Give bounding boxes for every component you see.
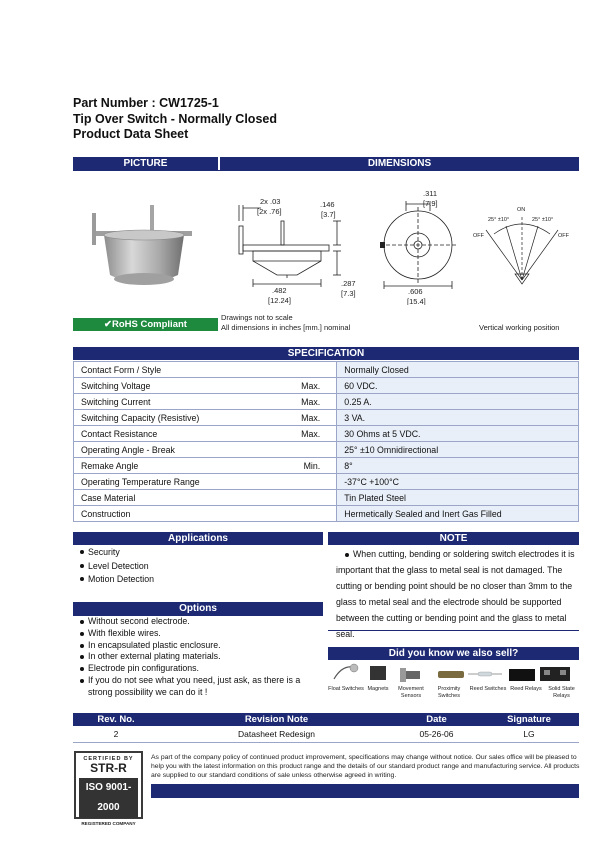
spec-value: 60 VDC. — [337, 378, 579, 394]
drawing-units-note: All dimensions in inches [mm.] nominal — [221, 323, 351, 332]
spec-value: 25° ±10 Omnidirectional — [337, 442, 579, 458]
note-text — [336, 546, 581, 642]
product-label: Proximity Switches — [437, 686, 461, 699]
rev-note-header: Revision Note — [159, 713, 394, 726]
list-item: With flexible wires. — [80, 628, 300, 640]
product-label: Float Switches — [328, 686, 364, 692]
rev-note: Datasheet Redesign — [159, 726, 394, 743]
angle-left: 25° ±10° — [488, 217, 510, 223]
product-label: Reed Relays — [510, 686, 542, 692]
spec-label: Construction — [74, 506, 275, 522]
table-row — [74, 410, 579, 426]
dim-height: .287 — [341, 279, 356, 288]
revision-table — [73, 713, 579, 743]
list-item: In encapsulated plastic enclosure. — [80, 640, 300, 652]
product-name: Tip Over Switch - Normally Closed — [73, 111, 277, 126]
page-title — [73, 96, 277, 143]
vertical-position-caption: Vertical working position — [479, 323, 560, 332]
picture-header: PICTURE — [73, 157, 218, 170]
spec-qualifier: Max. — [275, 394, 337, 410]
cert-line4: REGISTERED COMPANY — [81, 821, 136, 826]
certification-logo — [74, 751, 143, 826]
footer-bar — [151, 784, 579, 798]
table-row — [74, 490, 579, 506]
dimensions-header: DIMENSIONS — [220, 157, 579, 170]
drawing-scale-note: Drawings not to scale — [221, 313, 293, 322]
footer-disclaimer: As part of the company policy of continued product improvement, specifications may change without notice. Our sales office will be pleased to help you with the latest information on this product range and the details of our standard product range and manufacturing service. All products are supplied to our standard conditions of sale unless otherwise agreed in writing. — [151, 754, 580, 779]
rohs-badge: ✔RoHS Compliant — [73, 318, 218, 331]
spec-label: Case Material — [74, 490, 275, 506]
spec-value: 8° — [337, 458, 579, 474]
spec-label: Contact Form / Style — [74, 362, 275, 378]
bullet — [345, 553, 349, 557]
options-list — [80, 616, 300, 699]
list-item: If you do not see what you need, just ask, as there is a — [80, 675, 300, 687]
list-item: Without second electrode. — [80, 616, 300, 628]
list-item: Security — [80, 546, 154, 560]
rev-signature: LG — [479, 726, 579, 743]
rev-no-header: Rev. No. — [73, 713, 159, 726]
spec-qualifier — [275, 490, 337, 506]
applications-header: Applications — [73, 532, 323, 545]
header-underline — [73, 170, 579, 171]
list-item-continuation: strong possibility we can do it ! — [88, 686, 208, 697]
spec-value: Hermetically Sealed and Inert Gas Filled — [337, 506, 579, 522]
cert-line2: STR-R — [90, 761, 127, 775]
note-header: NOTE — [328, 532, 579, 545]
dim-electrode-mm: [2x .76] — [257, 207, 282, 216]
options-header: Options — [73, 602, 323, 615]
part-number: Part Number : CW1725-1 — [73, 96, 219, 110]
angle-right: 25° ±10° — [532, 217, 554, 223]
dim-height-mm: [7.3] — [341, 289, 356, 298]
dim-diameter-mm: [15.4] — [407, 297, 426, 305]
dim-diameter: .606 — [408, 287, 423, 296]
rev-date: 05-26-06 — [394, 726, 479, 743]
product-photo — [82, 205, 204, 305]
spec-qualifier: Max. — [275, 410, 337, 426]
spec-value: Tin Plated Steel — [337, 490, 579, 506]
product-label: Movement Sensors — [398, 686, 424, 699]
spec-qualifier: Max. — [275, 378, 337, 394]
list-item: In other external plating materials. — [80, 651, 300, 663]
spec-label: Operating Temperature Range — [74, 474, 275, 490]
spec-label: Switching Capacity (Resistive) — [74, 410, 275, 426]
cert-line1: CERTIFIED BY — [83, 756, 134, 762]
angle-on: ON — [517, 207, 526, 213]
table-row — [73, 726, 579, 743]
specification-table — [73, 361, 579, 522]
spec-qualifier — [275, 442, 337, 458]
spec-qualifier: Min. — [275, 458, 337, 474]
spec-qualifier: Max. — [275, 426, 337, 442]
working-angle-diagram — [472, 200, 572, 290]
spec-value: 30 Ohms at 5 VDC. — [337, 426, 579, 442]
list-item: Electrode pin configurations. — [80, 663, 300, 675]
doc-type: Product Data Sheet — [73, 127, 189, 141]
specification-header: SPECIFICATION — [73, 347, 579, 360]
angle-off-right: OFF — [558, 233, 569, 239]
dim-pin-mm: [3.7] — [321, 210, 336, 219]
table-row — [74, 426, 579, 442]
angle-off-left: OFF — [473, 233, 484, 239]
applications-list — [80, 546, 154, 587]
spec-value: Normally Closed — [337, 362, 579, 378]
table-row — [74, 394, 579, 410]
dim-top-mm: [7.9] — [423, 199, 438, 208]
product-label: Solid State Relays — [548, 686, 575, 699]
spec-label: Remake Angle — [74, 458, 275, 474]
spec-qualifier — [275, 474, 337, 490]
spec-qualifier — [275, 362, 337, 378]
spec-value: -37°C +100°C — [337, 474, 579, 490]
list-item: Level Detection — [80, 560, 154, 574]
side-view-drawing — [225, 183, 365, 305]
product-label: Magnets — [367, 686, 389, 692]
spec-qualifier — [275, 506, 337, 522]
spec-label: Switching Current — [74, 394, 275, 410]
spec-value: 0.25 A. — [337, 394, 579, 410]
table-row — [74, 474, 579, 490]
rev-no: 2 — [73, 726, 159, 743]
table-row — [74, 458, 579, 474]
dim-width: .482 — [272, 286, 287, 295]
rev-date-header: Date — [394, 713, 479, 726]
spec-label: Switching Voltage — [74, 378, 275, 394]
spec-label: Contact Resistance — [74, 426, 275, 442]
rev-signature-header: Signature — [479, 713, 579, 726]
spec-value: 3 VA. — [337, 410, 579, 426]
note-body: When cutting, bending or soldering switch electrodes it is important that the glass to metal seal is not damaged. The cutting or bending point should be no closer than 3mm to the glass to metal seal and the electrode should be supported between the cutting or bending point and the glass to metal seal. — [336, 549, 575, 639]
list-item: Motion Detection — [80, 573, 154, 587]
did-you-know-header: Did you know we also sell? — [328, 647, 579, 660]
spec-label: Operating Angle - Break — [74, 442, 275, 458]
product-thumbnails — [328, 661, 579, 685]
table-row — [74, 506, 579, 522]
dim-electrode: 2x .03 — [260, 197, 281, 206]
dim-top: .311 — [423, 189, 438, 198]
note-underline — [328, 630, 579, 631]
top-view-drawing — [375, 183, 465, 305]
table-row — [74, 362, 579, 378]
table-row — [74, 378, 579, 394]
cert-line3: ISO 9001-2000 — [79, 778, 138, 818]
table-row — [74, 442, 579, 458]
dim-pin: .146 — [320, 200, 335, 209]
dim-width-mm: [12.24] — [268, 296, 291, 305]
product-label: Reed Switches — [469, 686, 507, 692]
product-labels — [328, 686, 579, 702]
